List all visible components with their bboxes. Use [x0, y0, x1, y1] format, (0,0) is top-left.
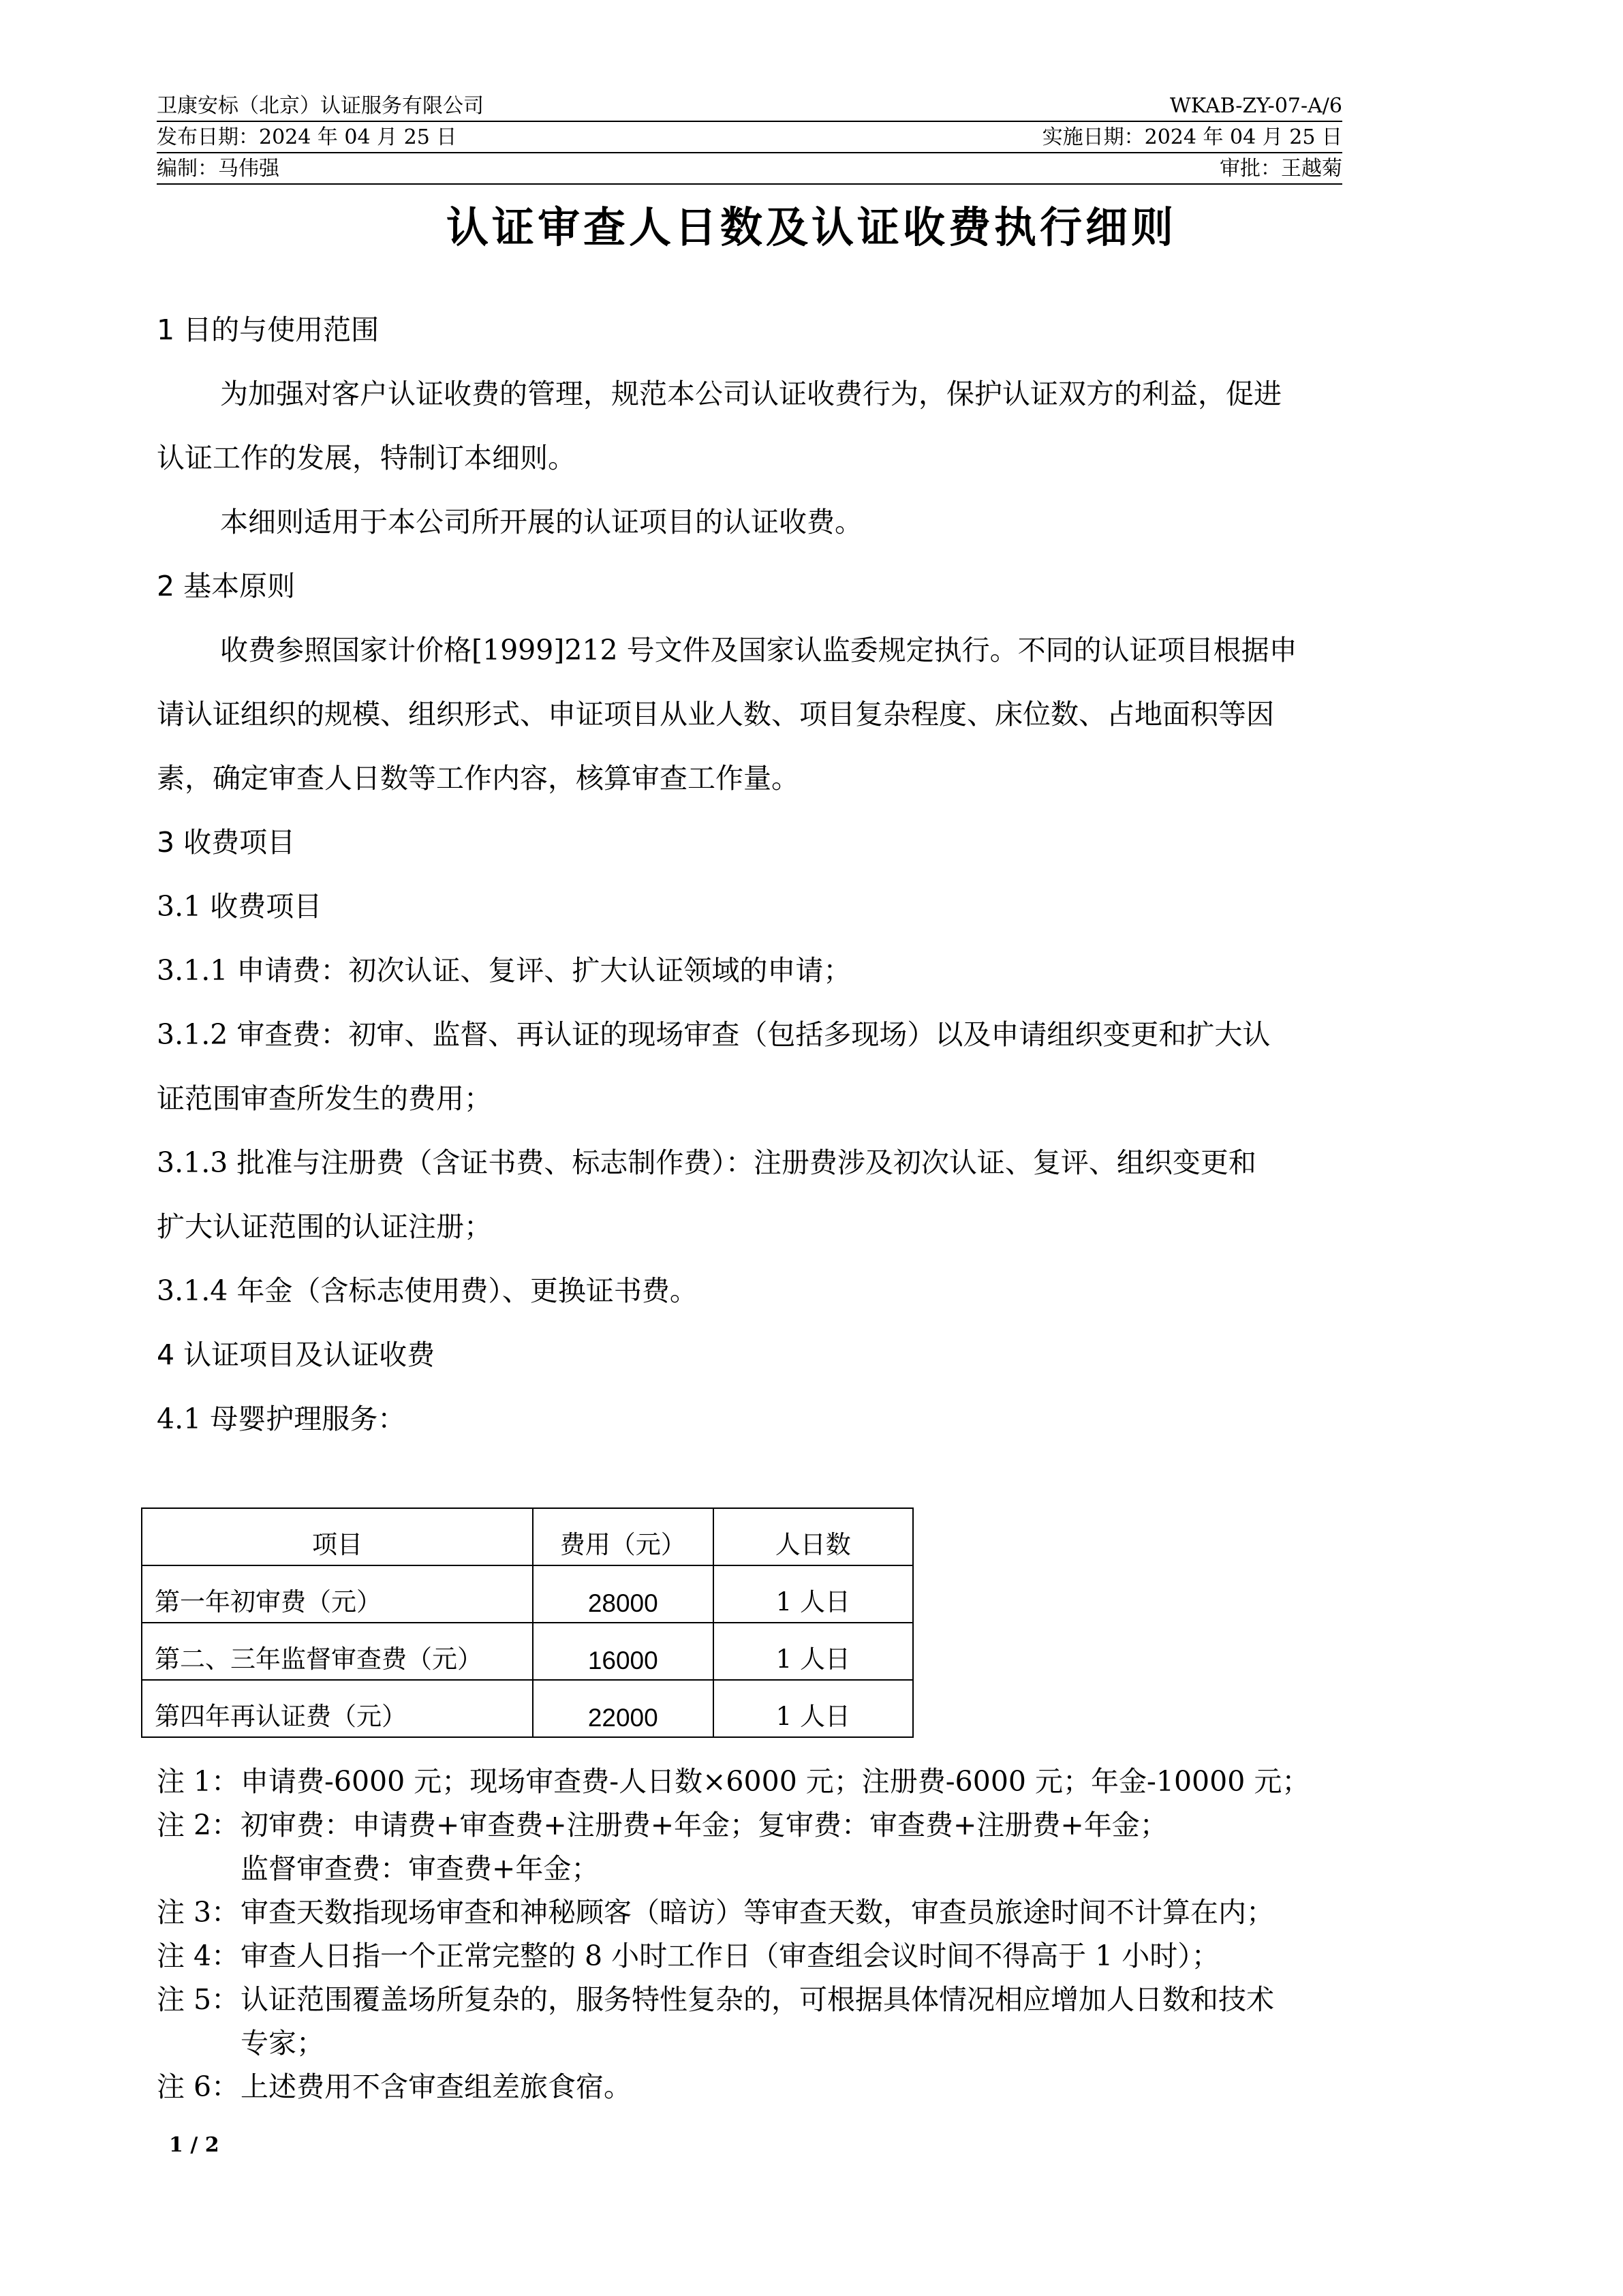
page-title: 认证审查人日数及认证收费执行细则 — [446, 202, 1177, 252]
paragraph-line: 扩大认证范围的认证注册； — [157, 1210, 492, 1243]
paragraph-line: 本细则适用于本公司所开展的认证项目的认证收费。 — [220, 506, 863, 538]
header-cell-item: 项目 — [142, 1508, 533, 1565]
section-heading: 1 目的与使用范围 — [157, 313, 380, 346]
note-text: 初审费：申请费+审查费+注册费+年金；复审费：审查费+注册费+年金； — [241, 1809, 1168, 1841]
table-row — [142, 1623, 913, 1680]
note-label: 注 3： — [157, 1896, 240, 1929]
header-divider — [157, 152, 1342, 153]
paragraph-line: 请认证组织的规模、组织形式、申证项目从业人数、项目复杂程度、床位数、占地面积等因 — [157, 698, 1274, 731]
paragraph-line: 3.1.4 年金（含标志使用费）、更换证书费。 — [157, 1274, 698, 1307]
note-text: 专家； — [241, 2027, 324, 2060]
note-text: 监督审查费：审查费+年金； — [241, 1852, 600, 1885]
paragraph-line: 3.1.3 批准与注册费（含证书费、标志制作费）：注册费涉及初次认证、复评、组织变更和 — [157, 1146, 1256, 1179]
note-text: 审查人日指一个正常完整的 8 小时工作日（审查组会议时间不得高于 1 小时）； — [241, 1940, 1220, 1972]
note-text: 审查天数指现场审查和神秘顾客（暗访）等审查天数，审查员旅途时间不计算在内； — [241, 1896, 1274, 1929]
cell-item: 第二、三年监督审查费（元） — [142, 1623, 533, 1680]
paragraph-line: 素，确定审查人日数等工作内容，核算审查工作量。 — [157, 762, 799, 795]
paragraph-line: 3.1.2 审查费：初审、监督、再认证的现场审查（包括多现场）以及申请组织变更和扩大认 — [157, 1018, 1271, 1051]
effective-date: 实施日期：2024 年 04 月 25 日 — [1042, 125, 1342, 149]
note-label: 注 5： — [157, 1983, 240, 2016]
section-heading: 4 认证项目及认证收费 — [157, 1338, 435, 1371]
table-row — [142, 1565, 913, 1623]
section-heading: 3 收费项目 — [157, 826, 296, 859]
company-name: 卫康安标（北京）认证服务有限公司 — [157, 94, 484, 118]
subsection-heading: 3.1 收费项目 — [157, 890, 322, 923]
table-header-row — [142, 1508, 913, 1565]
header-divider — [157, 121, 1342, 122]
note-text: 申请费-6000 元；现场审查费-人日数×6000 元；注册费-6000 元；年金-10000 元； — [241, 1765, 1310, 1798]
note-label: 注 1： — [157, 1765, 240, 1798]
cell-days: 1 人日 — [713, 1565, 913, 1623]
note-label: 注 6： — [157, 2070, 240, 2103]
fee-table — [141, 1507, 914, 1738]
cell-days: 1 人日 — [713, 1623, 913, 1680]
paragraph-line: 为加强对客户认证收费的管理，规范本公司认证收费行为，保护认证双方的利益，促进 — [220, 378, 1282, 410]
table-row — [142, 1680, 913, 1737]
author: 编制：马伟强 — [157, 157, 279, 181]
cell-days: 1 人日 — [713, 1680, 913, 1737]
cell-item: 第四年再认证费（元） — [142, 1680, 533, 1737]
note-label: 注 4： — [157, 1940, 240, 1972]
paragraph-line: 收费参照国家计价格[1999]212 号文件及国家认监委规定执行。不同的认证项目根据申 — [220, 634, 1297, 667]
approver: 审批：王越菊 — [1220, 157, 1342, 181]
note-text: 上述费用不含审查组差旅食宿。 — [241, 2070, 632, 2103]
cell-fee: 28000 — [533, 1565, 713, 1623]
section-heading: 2 基本原则 — [157, 570, 296, 602]
publish-date: 发布日期：2024 年 04 月 25 日 — [157, 125, 457, 149]
note-label: 注 2： — [157, 1809, 240, 1841]
header-divider — [157, 183, 1342, 185]
document-code: WKAB-ZY-07-A/6 — [1169, 94, 1342, 118]
header-cell-days: 人日数 — [713, 1508, 913, 1565]
page-number: 1 / 2 — [169, 2133, 219, 2157]
header-cell-fee: 费用（元） — [533, 1508, 713, 1565]
paragraph-line: 3.1.1 申请费：初次认证、复评、扩大认证领域的申请； — [157, 954, 852, 987]
note-text: 认证范围覆盖场所复杂的，服务特性复杂的，可根据具体情况相应增加人日数和技术 — [241, 1983, 1274, 2016]
subsection-heading: 4.1 母婴护理服务： — [157, 1403, 406, 1435]
paragraph-line: 证范围审查所发生的费用； — [157, 1082, 492, 1115]
cell-item: 第一年初审费（元） — [142, 1565, 533, 1623]
cell-fee: 22000 — [533, 1680, 713, 1737]
paragraph-line: 认证工作的发展，特制订本细则。 — [157, 442, 576, 474]
cell-fee: 16000 — [533, 1623, 713, 1680]
